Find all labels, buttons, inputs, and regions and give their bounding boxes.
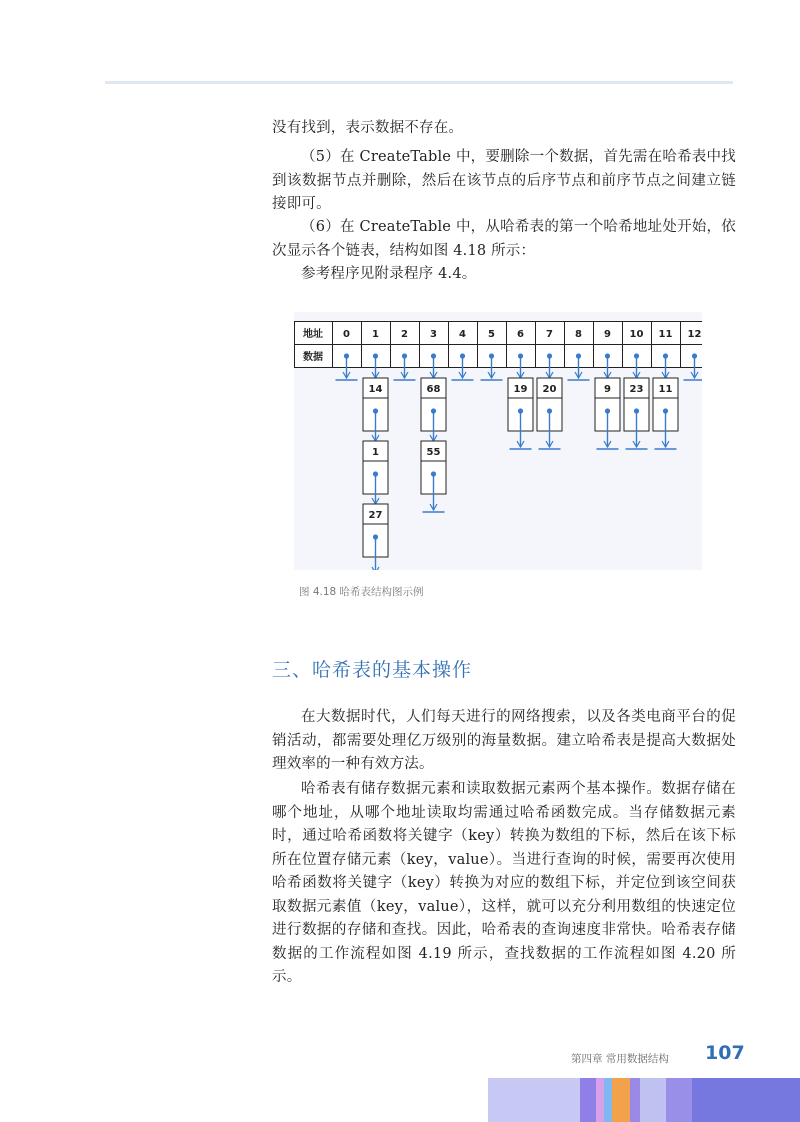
chain-node-value: 14: [368, 384, 383, 395]
address-cell: 10: [629, 329, 644, 340]
address-cell: 5: [488, 329, 495, 340]
stripe: [630, 1078, 640, 1122]
stripe: [612, 1078, 630, 1122]
header-rule: [105, 81, 733, 84]
chain-node-value: 55: [426, 447, 441, 458]
figure-caption: 图 4.18 哈希表结构图示例: [299, 586, 424, 598]
stripe: [604, 1078, 612, 1122]
paragraph-big-data: 在大数据时代，人们每天进行的网络搜索，以及各类电商平台的促销活动，都需要处理亿万级别的海量数据。建立哈希表是提高大数据处理效率的一种有效方法。: [272, 709, 736, 772]
data-row-label: 数据: [303, 352, 323, 363]
paragraph-step-5: （5）在 CreateTable 中，要删除一个数据，首先需在哈希表中找到该数据节点并删除，然后在该节点的后序节点和前序节点之间建立链接即可。: [272, 149, 736, 212]
address-cell: 8: [575, 329, 582, 340]
address-cell: 4: [459, 329, 466, 340]
chain-node-value: 68: [426, 384, 441, 395]
chain-node-value: 27: [368, 510, 383, 521]
stripe: [692, 1078, 800, 1122]
paragraph-reference: 参考程序见附录程序 4.4。: [301, 266, 477, 282]
address-row-label: 地址: [303, 329, 323, 340]
footer-chapter: 第四章 常用数据结构: [571, 1053, 669, 1065]
stripe: [666, 1078, 692, 1122]
chain-node-value: 9: [604, 384, 611, 395]
stripe: [580, 1078, 596, 1122]
chain-node-value: 20: [542, 384, 557, 395]
stripe: [488, 1078, 580, 1122]
hash-table-figure: [294, 312, 702, 570]
chain-node-value: 23: [629, 384, 644, 395]
address-cell: 2: [401, 329, 408, 340]
section-title: 三、哈希表的基本操作: [272, 659, 473, 681]
chain-node-value: 1: [372, 447, 379, 458]
address-cell: 9: [604, 329, 611, 340]
chain-node-value: 19: [513, 384, 528, 395]
paragraph-not-found: 没有找到，表示数据不存在。: [272, 120, 464, 136]
address-cell: 6: [517, 329, 524, 340]
hash-table-diagram: [294, 312, 702, 570]
address-cell: 7: [546, 329, 553, 340]
paragraph-step-6: （6）在 CreateTable 中，从哈希表的第一个哈希地址处开始，依次显示各个链表，结构如图 4.18 所示：: [272, 219, 736, 259]
page-number: 107: [705, 1042, 745, 1064]
stripe: [640, 1078, 666, 1122]
address-cell: 3: [430, 329, 437, 340]
paragraph-hash-operations: 哈希表有储存数据元素和读取数据元素两个基本操作。数据存储在哪个地址，从哪个地址读取均需通过哈希函数完成。当存储数据元素时，通过哈希函数将关键字（key）转换为数组的下标，然后在该下标所在位置存储元素（key，value）。当进行查询的时候，需要再次使用哈希函数将关键字（key）转换为对应的数组下标，并定位到该空间获取数据元素值（key，value），这样，就可以充分利用数组的快速定位进行数据的存储和查找。因此，哈希表的查询速度非常快。哈希表存储数据的工作流程如图 4.19 所示，查找数据的工作流程如图 4.20 所示。: [272, 781, 736, 985]
address-cell: 12: [687, 329, 702, 340]
address-cell: 1: [372, 329, 379, 340]
address-cell: 11: [658, 329, 673, 340]
stripe: [596, 1078, 604, 1122]
address-cell: 0: [343, 329, 350, 340]
chain-node-value: 11: [658, 384, 673, 395]
decorative-stripes: [488, 1078, 800, 1122]
